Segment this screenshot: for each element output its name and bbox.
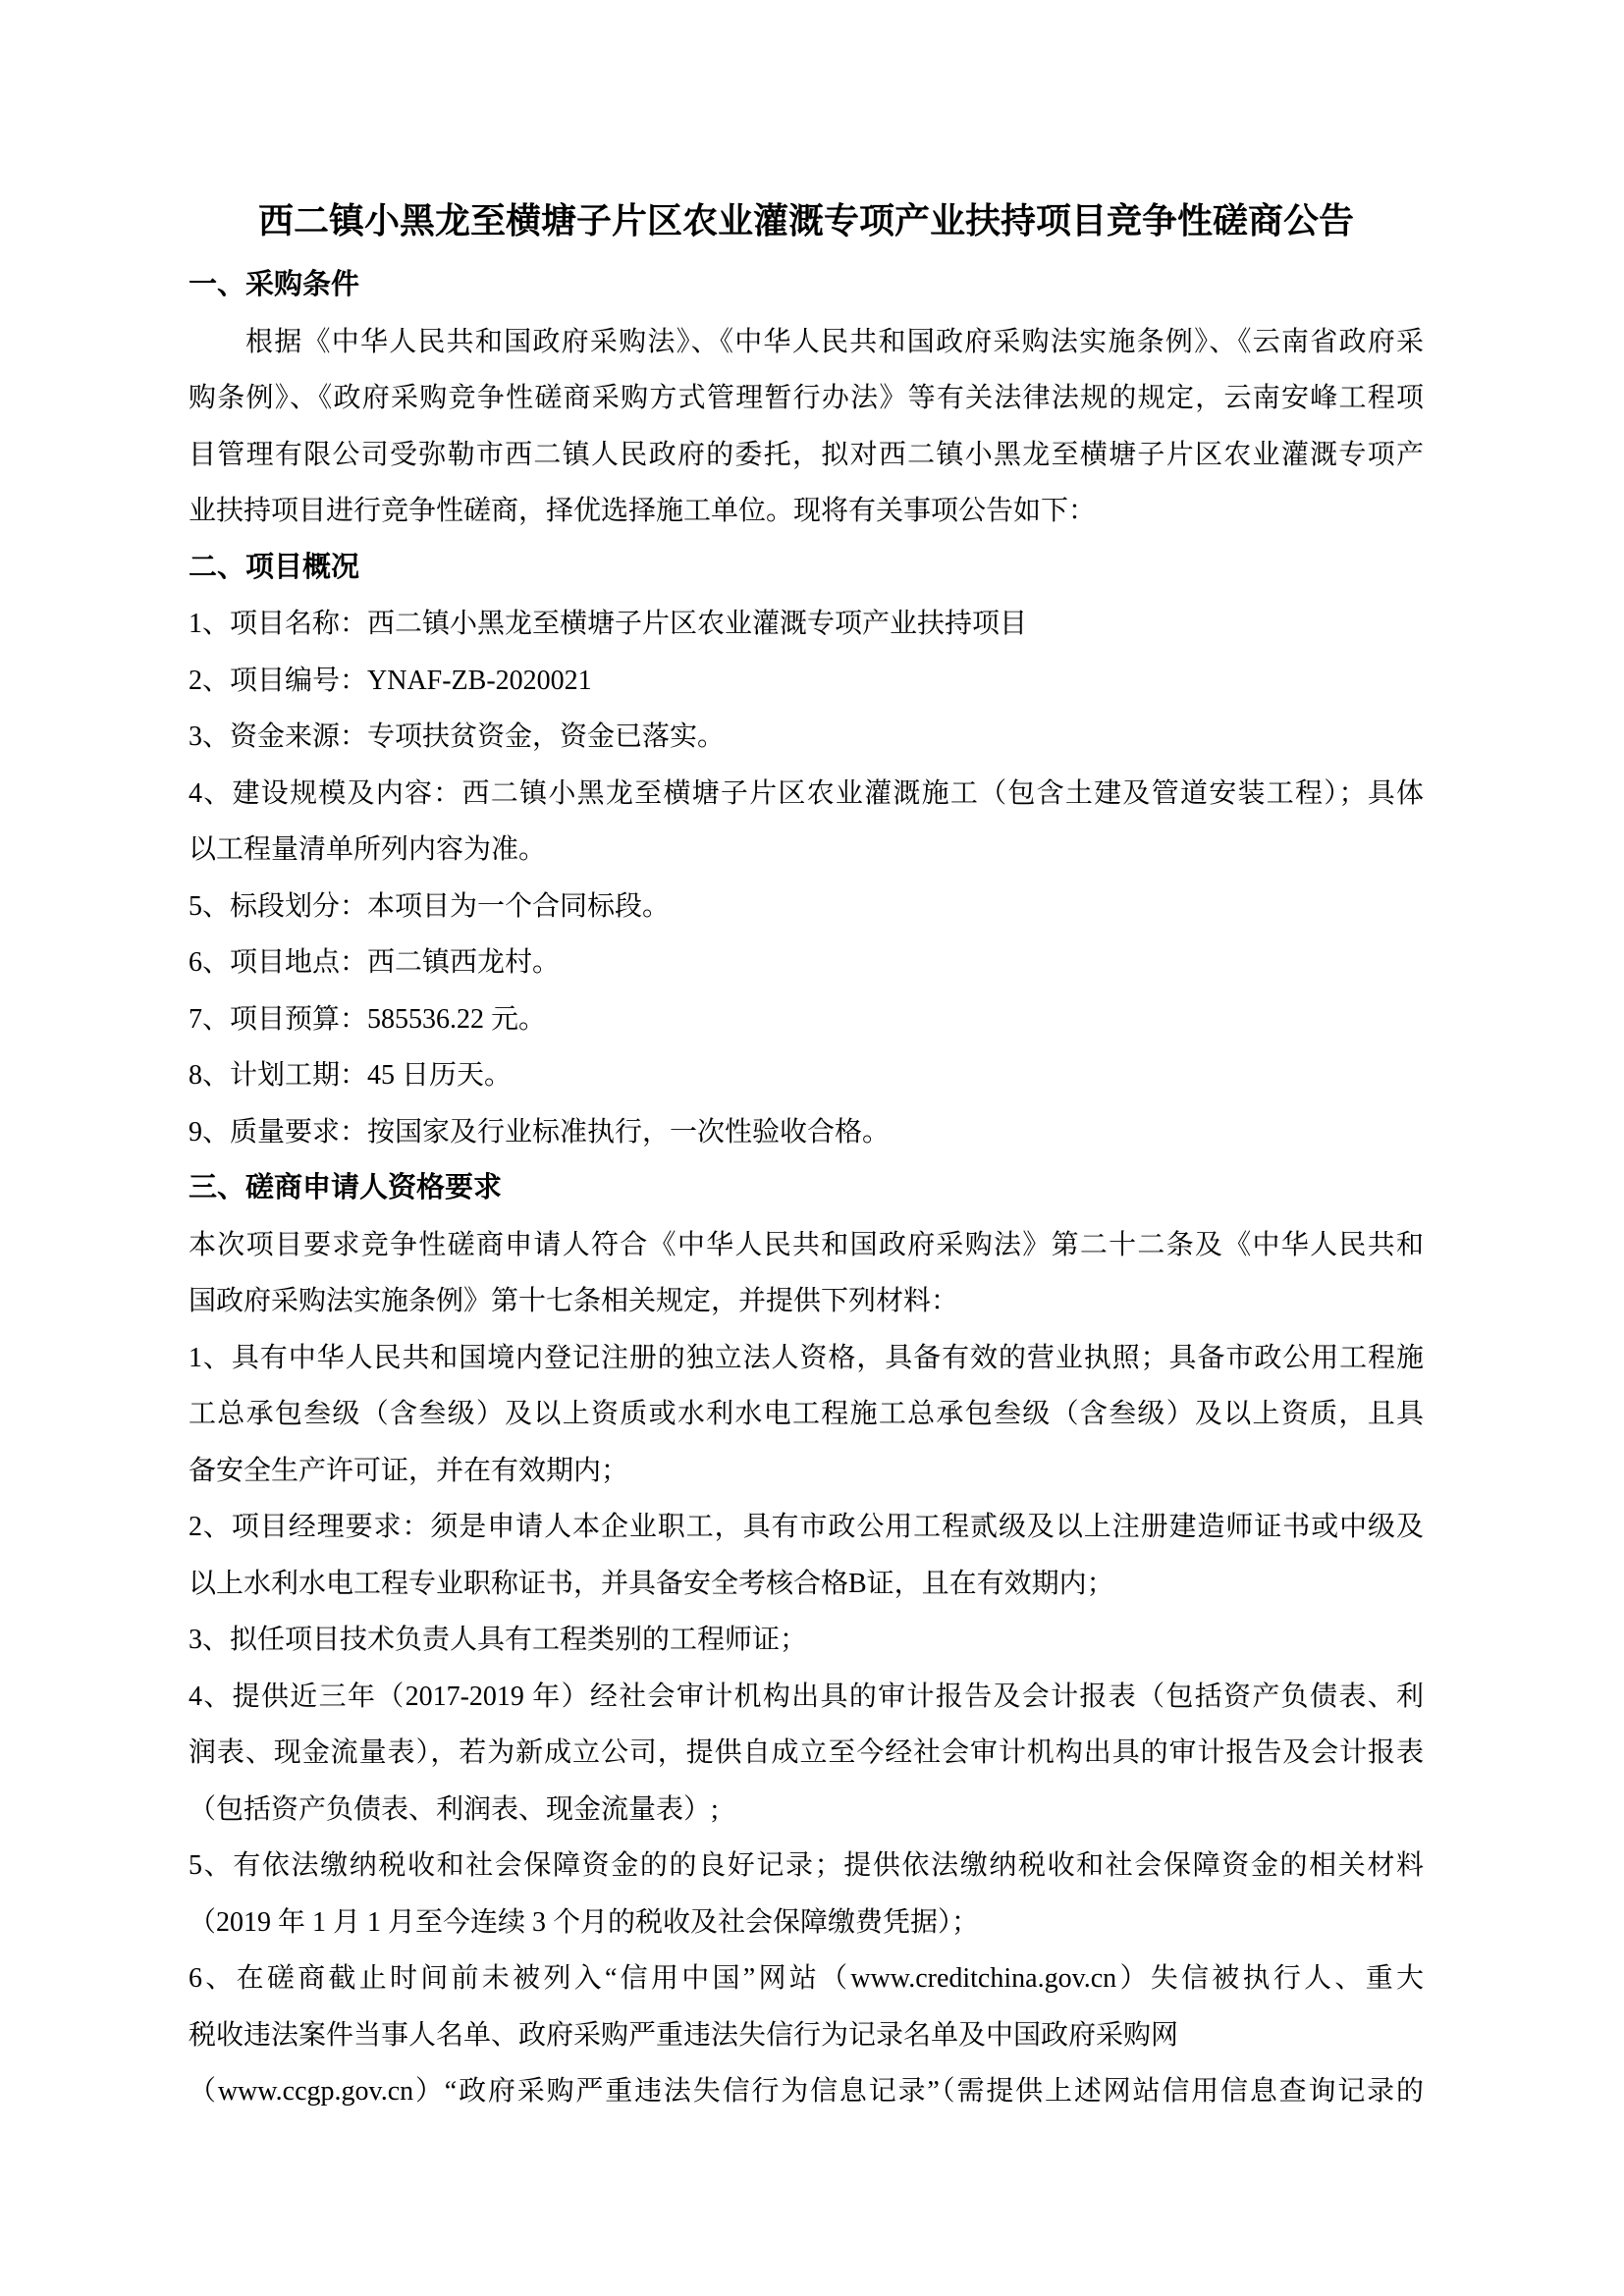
text-line: 税收违法案件当事人名单、政府采购严重违法失信行为记录名单及中国政府采购网 xyxy=(189,2019,1179,2051)
document-title: 西二镇小黑龙至横塘子片区农业灌溉专项产业扶持项目竞争性磋商公告 xyxy=(257,201,1354,240)
text-line: 业扶持项目进行竞争性磋商，择优选择施工单位。现将有关事项公告如下： xyxy=(189,496,1097,526)
text-line: 国政府采购法实施条例》第十七条相关规定，并提供下列材料： xyxy=(189,1286,959,1316)
text-line: 4、提供近三年（2017-2019 年）经社会审计机构出具的审计报告及会计报表（包括资产负债表、利 xyxy=(189,1681,1424,1712)
text-line: 润表、现金流量表），若为新成立公司，提供自成立至今经社会审计机构出具的审计报告及会计报表 xyxy=(189,1737,1424,1768)
section-heading: 二、项目概况 xyxy=(189,551,360,583)
text-line: 4、建设规模及内容：西二镇小黑龙至横塘子片区农业灌溉施工（包含土建及管道安装工程）；具体 xyxy=(189,777,1424,809)
text-line: 6、项目地点：西二镇西龙村。 xyxy=(189,947,561,978)
text-line: 5、有依法缴纳税收和社会保障资金的的良好记录；提供依法缴纳税收和社会保障资金的相关材料 xyxy=(189,1850,1424,1881)
text-line: 目管理有限公司受弥勒市西二镇人民政府的委托，拟对西二镇小黑龙至横塘子片区农业灌溉专项产 xyxy=(189,439,1424,470)
text-line: 本次项目要求竞争性磋商申请人符合《中华人民共和国政府采购法》第二十二条及《中华人民共和 xyxy=(189,1229,1424,1260)
text-line: 购条例》、《政府采购竞争性磋商采购方式管理暂行办法》等有关法律法规的规定，云南安峰工程项 xyxy=(189,383,1424,413)
document-body xyxy=(189,257,1424,2120)
text-line: 8、计划工期：45 日历天。 xyxy=(189,1060,513,1091)
text-line: 以上水利水电工程专业职称证书，并具备安全考核合格B证，且在有效期内； xyxy=(189,1568,1114,1599)
text-line: 3、拟任项目技术负责人具有工程类别的工程师证； xyxy=(189,1625,808,1655)
section-heading: 三、磋商申请人资格要求 xyxy=(189,1172,503,1203)
text-line: 7、项目预算：585536.22 元。 xyxy=(189,1003,547,1035)
text-line: （包括资产负债表、利润表、现金流量表）; xyxy=(189,1793,719,1825)
text-line: （www.ccgp.gov.cn）“政府采购严重违法失信行为信息记录”（需提供上述网站信用信息查询记录的 xyxy=(189,2076,1424,2107)
text-line: 根据《中华人民共和国政府采购法》、《中华人民共和国政府采购法实施条例》、《云南省政府采 xyxy=(245,326,1424,357)
text-line: 6、在磋商截止时间前未被列入“信用中国”网站（www.creditchina.gov.cn）失信被执行人、重大 xyxy=(189,1963,1424,1994)
document-content xyxy=(189,197,1424,2120)
text-line: 5、标段划分：本项目为一个合同标段。 xyxy=(189,890,671,922)
text-line: 9、质量要求：按国家及行业标准执行，一次性验收合格。 xyxy=(189,1116,891,1148)
text-line: 1、项目名称：西二镇小黑龙至横塘子片区农业灌溉专项产业扶持项目 xyxy=(189,609,1028,639)
text-line: （2019 年 1 月 1 月至今连续 3 个月的税收及社会保障缴费凭据）； xyxy=(189,1906,980,1938)
text-line: 2、项目经理要求：须是申请人本企业职工，具有市政公用工程贰级及以上注册建造师证书或中级及 xyxy=(189,1512,1424,1542)
text-line: 1、具有中华人民共和国境内登记注册的独立法人资格，具备有效的营业执照；具备市政公用工程施 xyxy=(189,1342,1424,1373)
text-line: 以工程量清单所列内容为准。 xyxy=(189,834,547,865)
text-line: 工总承包叁级（含叁级）及以上资质或水利水电工程施工总承包叁级（含叁级）及以上资质，且具 xyxy=(189,1399,1424,1429)
section-heading: 一、采购条件 xyxy=(189,269,360,300)
text-line: 备安全生产许可证，并在有效期内； xyxy=(189,1455,629,1486)
text-line: 3、资金来源：专项扶贫资金，资金已落实。 xyxy=(189,721,726,752)
text-line: 2、项目编号：YNAF-ZB-2020021 xyxy=(189,665,592,696)
